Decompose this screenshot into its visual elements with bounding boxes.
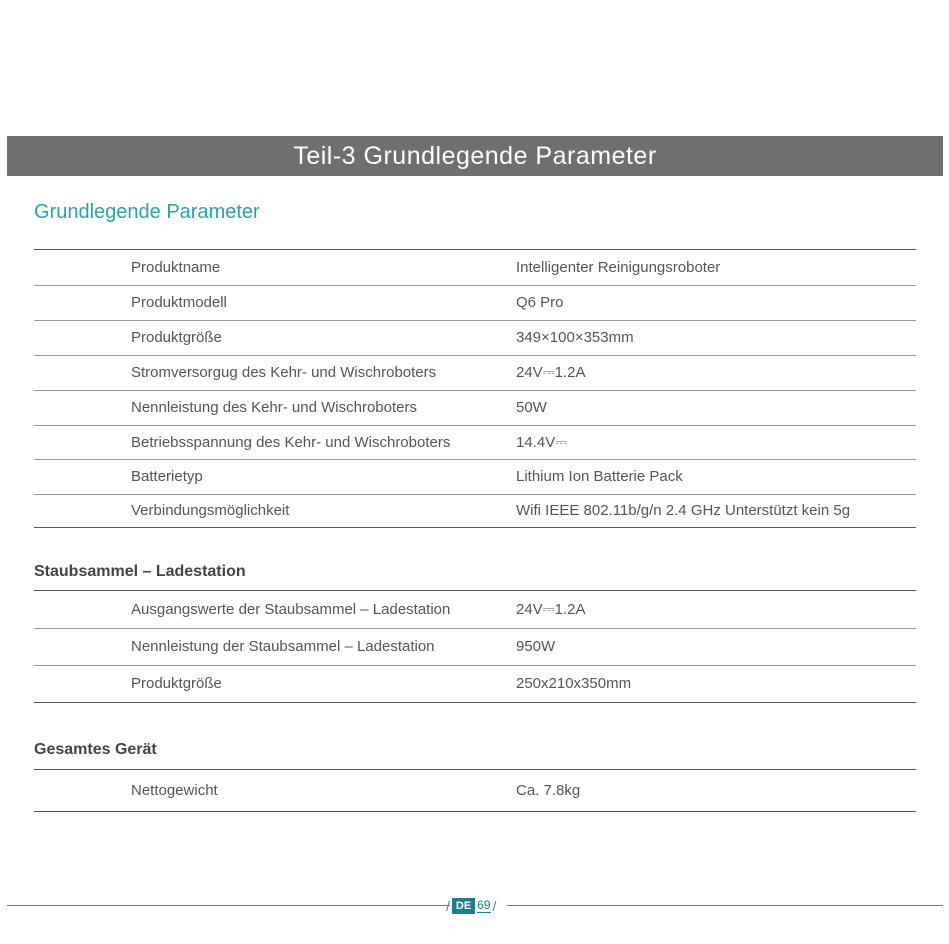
param-value: 349×100×353mm (516, 320, 916, 355)
param-value: Q6 Pro (516, 285, 916, 320)
table-row (34, 250, 916, 285)
param-value: 950W (516, 628, 916, 665)
param-label: Nennleistung der Staubsammel – Ladestation (34, 628, 516, 665)
page-banner (7, 136, 943, 176)
param-label: Stromversorgug des Kehr- und Wischroboters (34, 355, 516, 390)
param-label: Nettogewicht (34, 770, 516, 811)
table-row (34, 494, 916, 527)
param-label: Produktgröße (34, 320, 516, 355)
param-value: 24V⎓1.2A (516, 591, 916, 628)
table-row (34, 770, 916, 811)
table-row (34, 390, 916, 425)
table-row (34, 355, 916, 390)
table-row (34, 665, 916, 702)
param-value: Wifi IEEE 802.11b/g/n 2.4 GHz Unterstützt kein 5g (516, 494, 916, 527)
param-label: Produktgröße (34, 665, 516, 702)
language-badge: DE (452, 898, 475, 914)
table-row (34, 285, 916, 320)
param-value: Ca. 7.8kg (516, 770, 916, 811)
param-label: Verbindungsmöglichkeit (34, 494, 516, 527)
param-label: Nennleistung des Kehr- und Wischroboters (34, 390, 516, 425)
slash-glyph-left: / (446, 897, 450, 914)
param-value: 250x210x350mm (516, 665, 916, 702)
param-label: Produktname (34, 250, 516, 285)
table-row (34, 628, 916, 665)
table-row (34, 459, 916, 494)
footer-rule-left (7, 905, 450, 906)
footer-rule-right (507, 905, 943, 906)
device-section-title: Gesamtes Gerät (34, 741, 157, 758)
param-value: 50W (516, 390, 916, 425)
table-row (34, 591, 916, 628)
param-label: Ausgangswerte der Staubsammel – Ladestation (34, 591, 516, 628)
dock-section-title: Staubsammel – Ladestation (34, 563, 246, 580)
slash-glyph-right: / (492, 897, 497, 914)
param-label: Betriebsspannung des Kehr- und Wischroboters (34, 425, 516, 459)
page-number: 69 (477, 898, 491, 912)
param-value: 14.4V⎓ (516, 425, 916, 459)
device-params-table (34, 770, 916, 812)
table-row (34, 320, 916, 355)
param-value: Intelligenter Reinigungsroboter (516, 250, 916, 285)
table-row (34, 425, 916, 459)
param-label: Produktmodell (34, 285, 516, 320)
param-value: Lithium Ion Batterie Pack (516, 459, 916, 494)
param-label: Batterietyp (34, 459, 516, 494)
section-title: Grundlegende Parameter (34, 201, 260, 223)
page-marker (446, 897, 496, 914)
basic-params-table (34, 250, 916, 528)
param-value: 24V⎓1.2A (516, 355, 916, 390)
dock-params-table (34, 591, 916, 703)
banner-title: Teil-3 Grundlegende Parameter (293, 141, 657, 170)
